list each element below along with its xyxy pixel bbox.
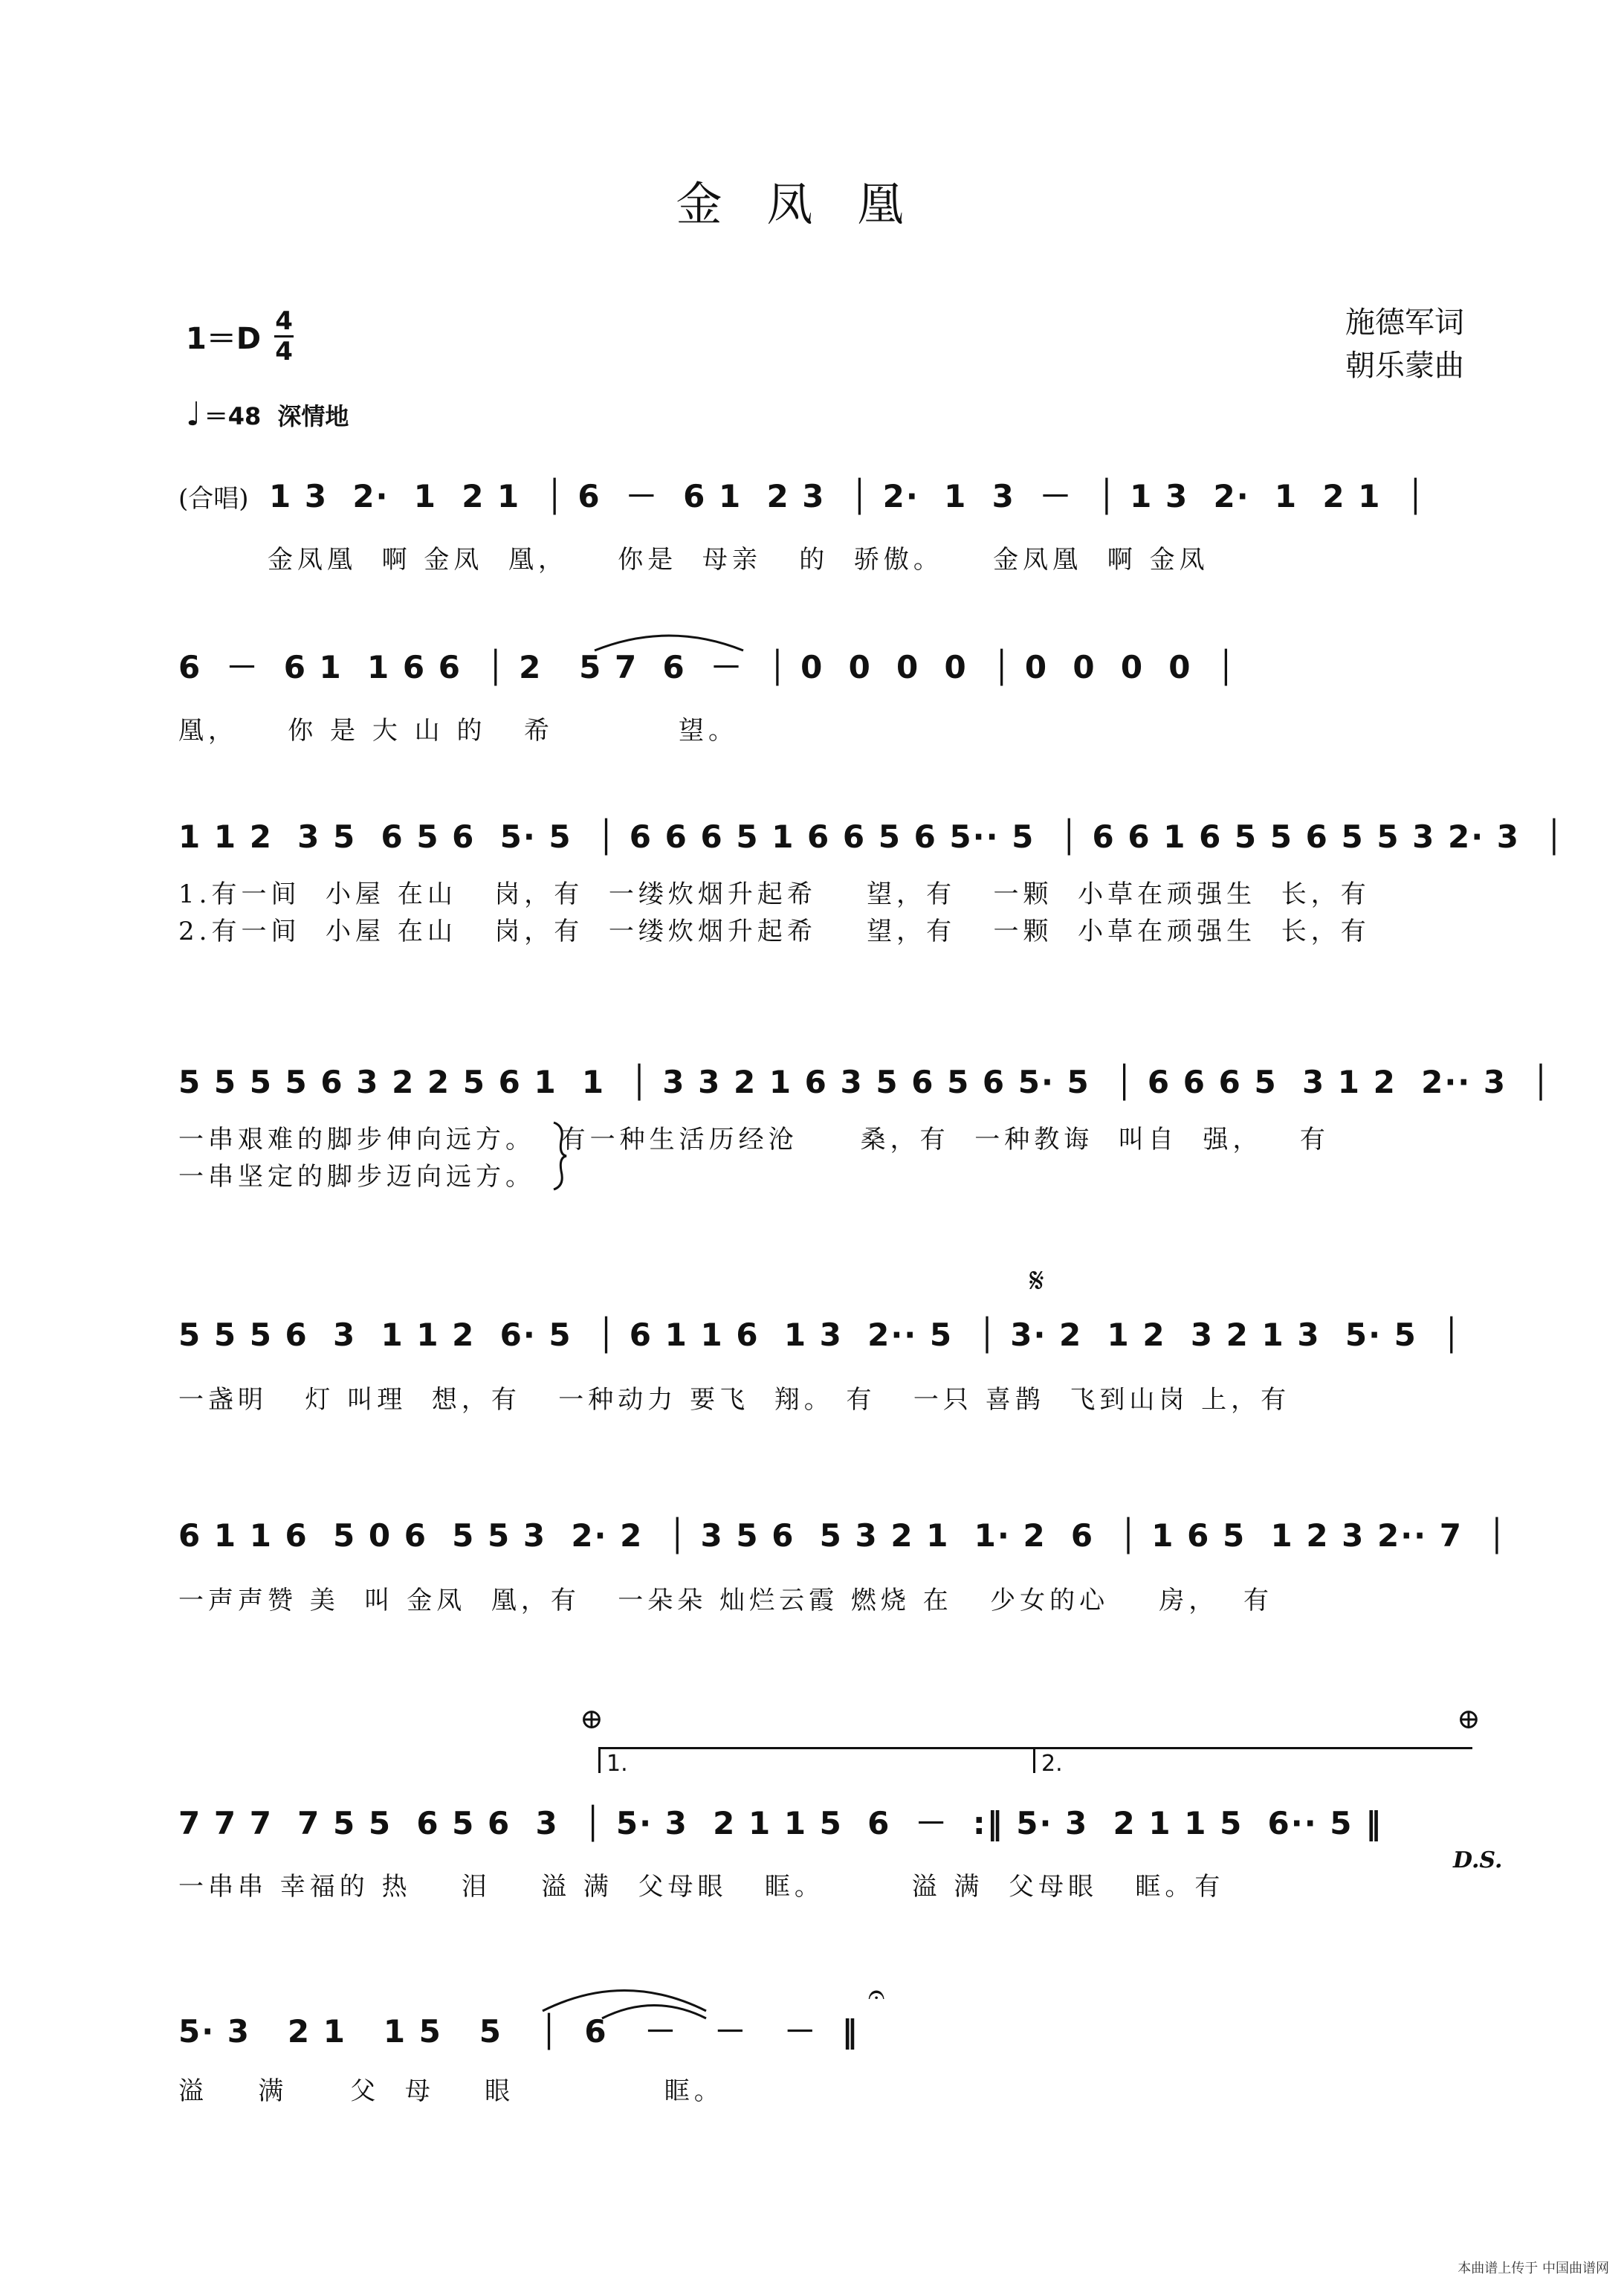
tempo-marking xyxy=(186,395,349,433)
notes-line: 5 5 5 6 3 1 1 2 6· 5 │ 6 1 1 6 1 3 2·· 5 │ 3· 2 1 2 3 2 1 3 5· 5 │ xyxy=(178,1316,1463,1353)
lyric-line-verse-2: 2.有一间 小屋 在山 岗，有 一缕炊烟升起希 望，有 一颗 小草在顽强生 长，有 xyxy=(178,917,1371,946)
lyric-line: 金凤凰 啊 金凤 凰， 你是 母亲 的 骄傲。 金凤凰 啊 金凤 xyxy=(268,545,1209,575)
tempo-value: ＝48 xyxy=(204,401,262,430)
lyric-line: 一串串 幸福的 热 泪 溢 满 父母眼 眶。 溢 满 父母眼 眶。有 xyxy=(178,1872,1225,1902)
ds-mark: D.S. xyxy=(1453,1847,1503,1873)
key-label: 1＝D xyxy=(186,322,262,356)
lyricist: 施德军词 xyxy=(1345,306,1464,340)
key-signature xyxy=(186,306,294,366)
expression-mark: 深情地 xyxy=(277,401,349,430)
notes-line: 5· 3 2 1 1 5 5 │ 6 － － － ‖ xyxy=(178,2013,859,2050)
first-ending: 1. xyxy=(598,1747,1034,1773)
singer-label: (合唱) xyxy=(178,484,249,514)
notes-line: 7 7 7 7 5 5 6 5 6 3 │ 5· 3 2 1 1 5 6 － :‖ 5· 3 2 1 1 5 6·· 5 ‖ xyxy=(178,1805,1383,1841)
quarter-note-icon: ♩ xyxy=(186,395,201,433)
fermata-icon: 𝄐 xyxy=(868,1977,885,2012)
notes-line: 6 1 1 6 5 0 6 5 5 3 2· 2 │ 3 5 6 5 3 2 1 1· 2 6 │ 1 6 5 1 2 3 2·· 7 │ xyxy=(178,1517,1508,1554)
notes-line: 5 5 5 5 6 3 2 2 5 6 1 1 │ 3 3 2 1 6 3 5 6 5 6 5· 5 │ 6 6 6 5 3 1 2 2·· 3 │ xyxy=(178,1063,1552,1100)
coda-mark: ⊕ xyxy=(580,1702,604,1735)
lyric-line: 溢 满 父 母 眼 眶。 xyxy=(178,2076,724,2106)
lyric-line-verse-2: 一串坚定的脚步迈向远方。 xyxy=(178,1162,535,1192)
lyric-line-verse-1: 1.有一间 小屋 在山 岗，有 一缕炊烟升起希 望，有 一颗 小草在顽强生 长，有 xyxy=(178,879,1371,909)
lyric-line: 一声声赞 美 叫 金凤 凰，有 一朵朵 灿烂云霞 燃烧 在 少女的心 房， 有 xyxy=(178,1586,1273,1615)
lyric-line-verse-1: 一串艰难的脚步伸向远方。 有一种生活历经沧 桑，有 一种教诲 叫自 强， 有 xyxy=(178,1125,1330,1155)
second-ending: 2. xyxy=(1033,1747,1472,1773)
verse-brace xyxy=(0,1059,1624,1208)
notes-line: 6 － 6 1 1 6 6 │ 2 5 7 6 － │ 0 0 0 0 │ 0 0 0 0 │ xyxy=(178,649,1238,685)
notes-line: 1 3 2· 1 2 1 │ 6 － 6 1 2 3 │ 2· 1 3 － │ 1 3 2· 1 2 1 │ xyxy=(269,478,1426,514)
lyric-line: 一盏明 灯 叫理 想，有 一种动力 要飞 翔。 有 一只 喜鹊 飞到山岗 上，有 xyxy=(178,1385,1291,1415)
time-signature: 4 4 xyxy=(275,306,293,366)
lyric-line: 凰， 你 是 大 山 的 希 望。 xyxy=(178,716,738,746)
page-title: 金凤凰 xyxy=(676,177,948,231)
coda-mark: ⊕ xyxy=(1457,1702,1481,1735)
composer: 朝乐蒙曲 xyxy=(1345,349,1464,383)
credits xyxy=(1345,301,1464,387)
segno-mark: 𝄋 xyxy=(1029,1260,1044,1300)
notes-line: 1 1 2 3 5 6 5 6 5· 5 │ 6 6 6 5 1 6 6 5 6 5·· 5 │ 6 6 1 6 5 5 6 5 5 3 2· 3 │ xyxy=(178,818,1565,855)
footer-credit: 本曲谱上传于 中国曲谱网 xyxy=(1458,2261,1609,2276)
